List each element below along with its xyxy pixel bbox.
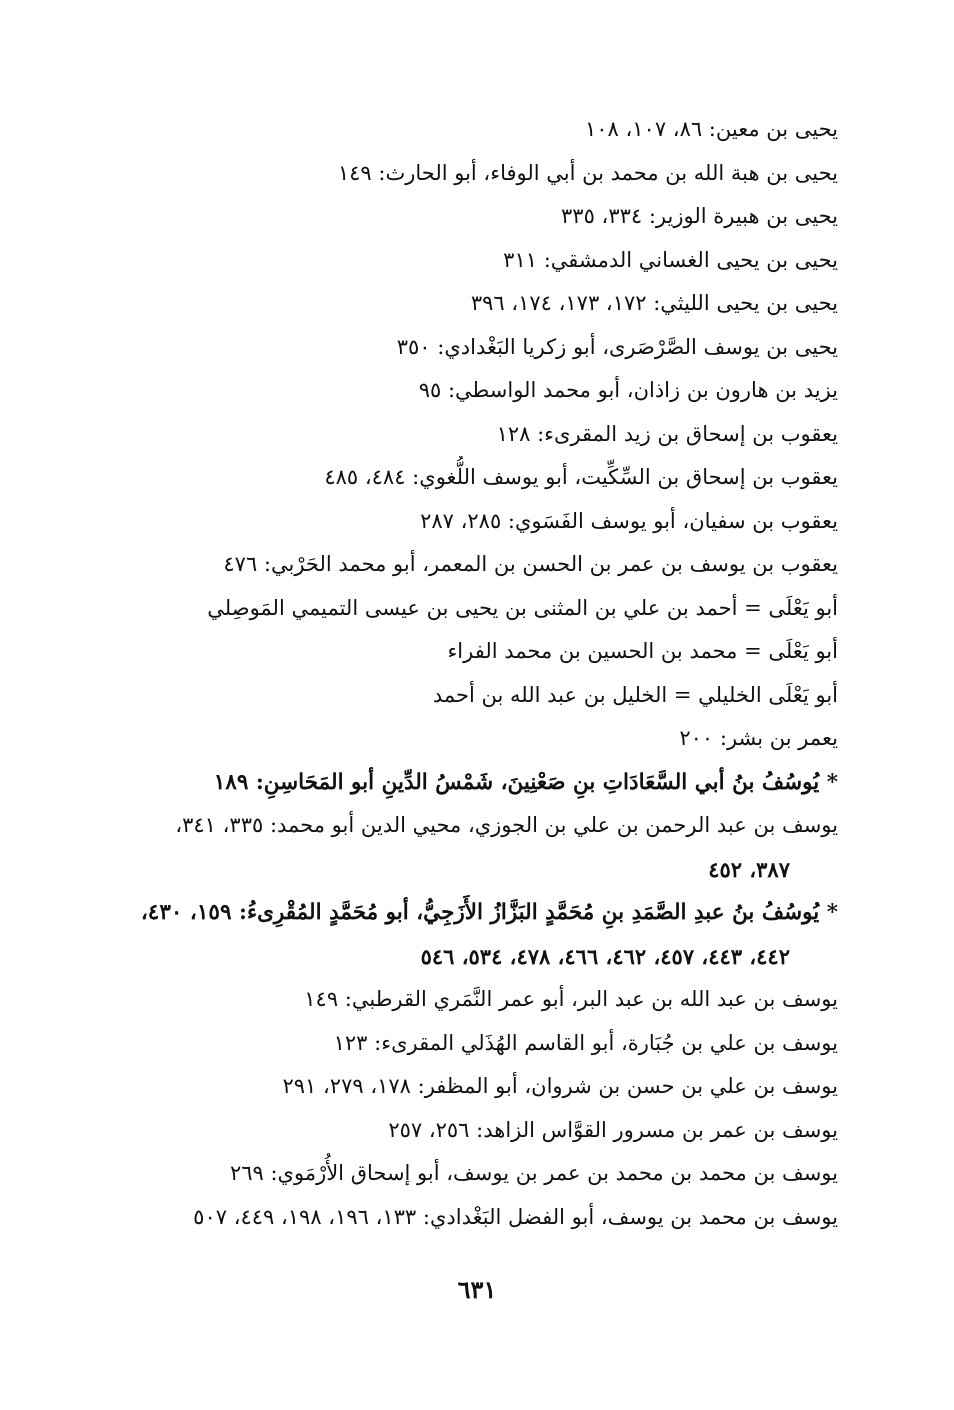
index-entry: يعمر بن بشر: ٢٠٠ <box>679 726 838 750</box>
index-entry: يوسف بن علي بن جُبَارة، أبو القاسم الهُذَلي المقرىء: ١٢٣ <box>333 1030 838 1055</box>
index-entry: أبو يَعْلَى الخليلي = الخليل بن عبد الله بن أحمد <box>432 682 838 707</box>
index-entry: يوسف بن عبد الرحمن بن علي بن الجوزي، محيي الدين أبو محمد: ٣٣٥، ٣٤١، <box>175 813 838 837</box>
index-entry: يوسف بن محمد بن يوسف، أبو الفضل البَغْدادي: ١٣٣، ١٩٦، ١٩٨، ٤٤٩، ٥٠٧ <box>193 1204 838 1229</box>
index-entry: يحيى بن معين: ٨٦، ١٠٧، ١٠٨ <box>584 117 838 141</box>
index-entry: يحيى بن يوسف الصَّرْصَرى، أبو زكريا البَغْدادي: ٣٥٠ <box>396 334 838 359</box>
index-entries <box>100 108 838 1239</box>
index-entry: يعقوب بن يوسف بن عمر بن الحسن بن المعمر، أبو محمد الحَرْبي: ٤٧٦ <box>223 552 838 576</box>
index-entry: يوسف بن عمر بن مسرور القوَّاس الزاهد: ٢٥٦، ٢٥٧ <box>388 1117 838 1142</box>
index-entry: يحيى بن هبة الله بن محمد بن أبي الوفاء، أبو الحارث: ١٤٩ <box>337 160 838 185</box>
index-entry: يحيى بن يحيى الليثي: ١٧٢، ١٧٣، ١٧٤، ٣٩٦ <box>470 291 838 315</box>
index-entry-continuation: ٣٨٧، ٤٥٢ <box>708 856 790 882</box>
index-entry: يعقوب بن إسحاق بن زيد المقرىء: ١٢٨ <box>496 421 838 446</box>
index-entry: يزيد بن هارون بن زاذان، أبو محمد الواسطي: ٩٥ <box>418 378 838 402</box>
page-number: ٦٣١ <box>457 1275 497 1304</box>
index-entry: يوسف بن عبد الله بن عبد البر، أبو عمر النَّمَري القرطبي: ١٤٩ <box>304 987 838 1011</box>
index-entry: أبو يَعْلَى = أحمد بن علي بن المثنى بن يحيى بن عيسى التميمي المَوصِلي <box>207 595 838 620</box>
index-entry: يعقوب بن سفيان، أبو يوسف الفَسَوي: ٢٨٥، ٢٨٧ <box>420 508 838 533</box>
index-entry: يحيى بن يحيى الغساني الدمشقي: ٣١١ <box>503 247 838 272</box>
index-entry: يحيى بن هبيرة الوزير: ٣٣٤، ٣٣٥ <box>561 204 838 228</box>
index-entry-highlighted: * يُوسُفُ بنُ أبي السَّعَادَاتِ بنِ صَعْنِينَ، شَمْسُ الدِّينِ أبو المَحَاسِنِ: ١٨٩ <box>213 769 838 795</box>
index-entry-continuation: ٤٤٢، ٤٤٣، ٤٥٧، ٤٦٢، ٤٦٦، ٤٧٨، ٥٣٤، ٥٤٦ <box>420 943 790 969</box>
index-entry: يوسف بن محمد بن محمد بن عمر بن يوسف، أبو إسحاق الأُرْمَوي: ٢٦٩ <box>229 1161 838 1185</box>
index-entry: يوسف بن علي بن حسن بن شروان، أبو المظفر: ١٧٨، ٢٧٩، ٢٩١ <box>282 1074 838 1098</box>
index-entry-highlighted: * يُوسُفُ بنُ عبدِ الصَّمَدِ بنِ مُحَمَّدٍ البَزَّازُ الأَزَجِيُّ، أبو مُحَمَّدٍ المُقْرِىءُ: ١٥٩، ٤٣٠، <box>140 900 838 925</box>
index-entry: أبو يَعْلَى = محمد بن الحسين بن محمد الفراء <box>447 639 838 663</box>
index-entry: يعقوب بن إسحاق بن السِّكِّيت، أبو يوسف اللُّغوي: ٤٨٤، ٤٨٥ <box>324 465 838 489</box>
